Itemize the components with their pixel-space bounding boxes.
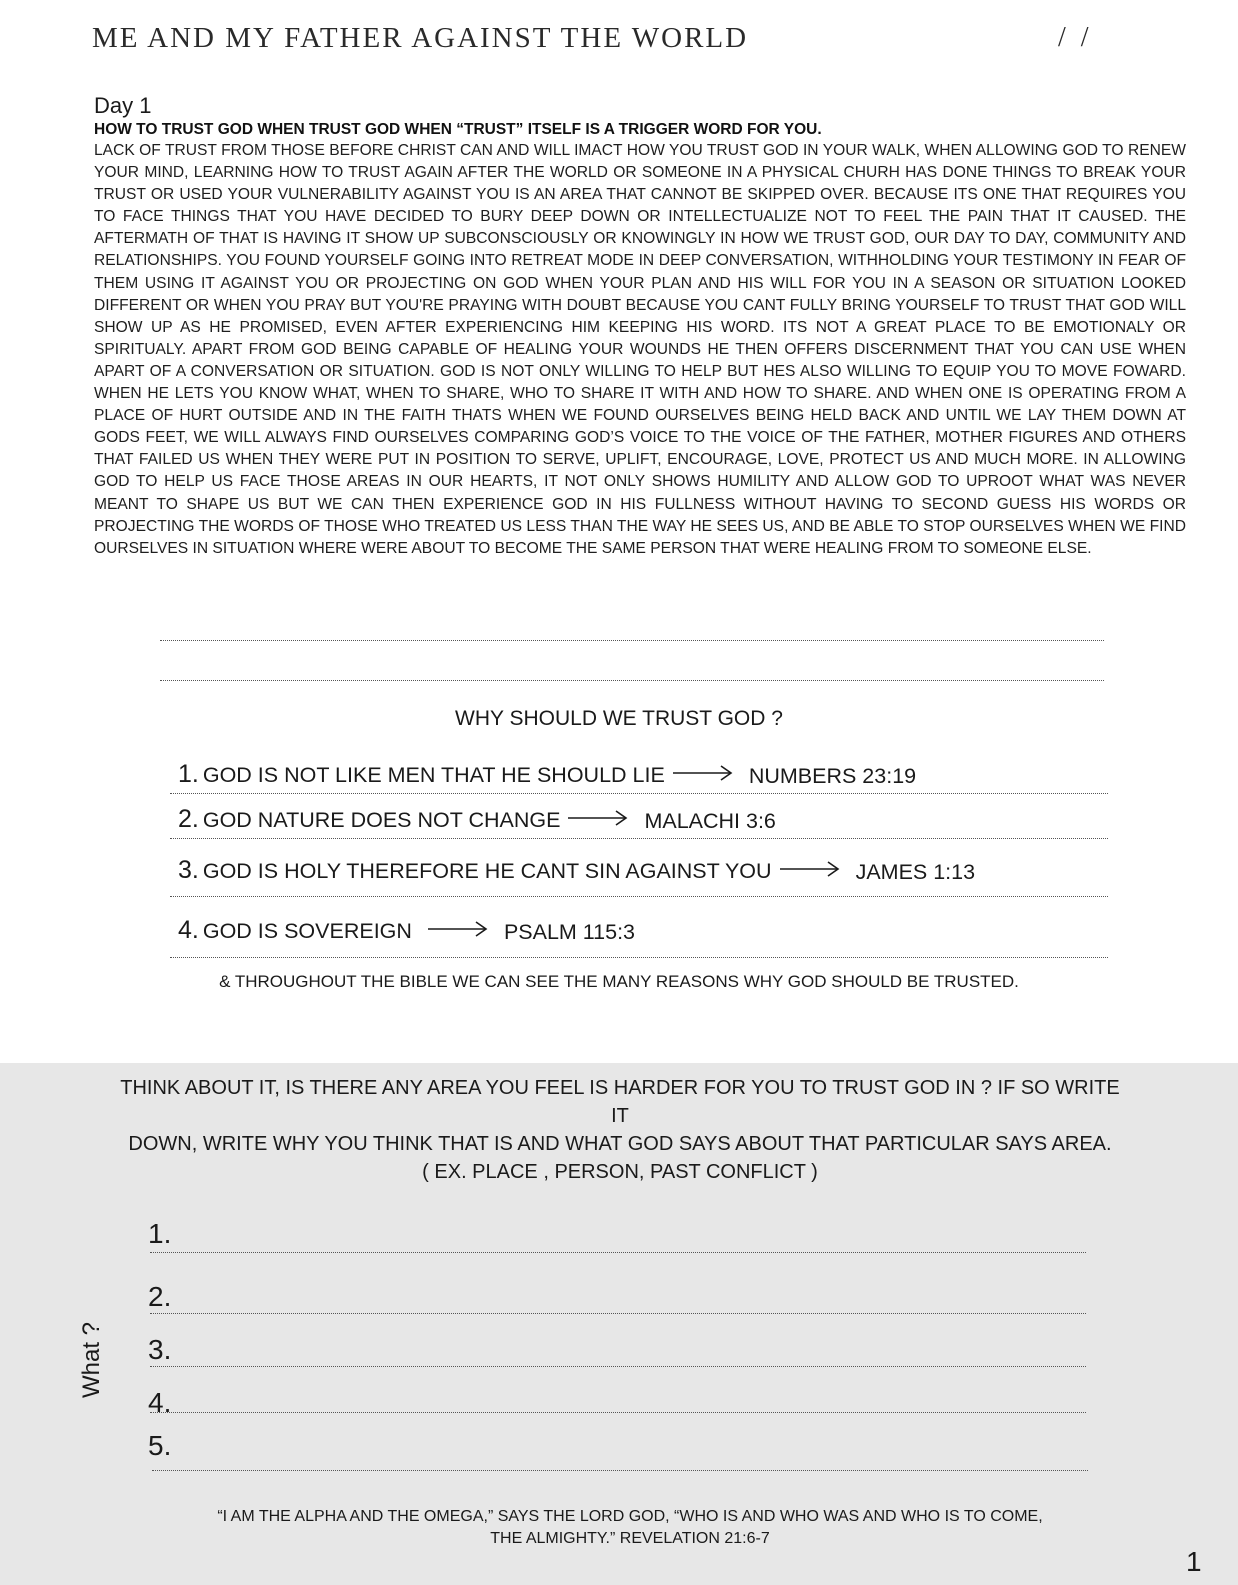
prompt-line-1: THINK ABOUT IT, IS THERE ANY AREA YOU FEEL IS HARDER FOR YOU TO TRUST GOD IN ? IF SO WRITE IT (120, 1077, 1120, 1127)
reason-item-3 (170, 858, 1108, 883)
arrow-right-icon (778, 861, 842, 881)
answer-rule-2[interactable] (150, 1313, 1086, 1314)
answer-line-3[interactable] (148, 1336, 1084, 1364)
reason-item-4 (170, 918, 1108, 943)
date-field[interactable]: / / (1058, 22, 1093, 53)
what-side-label: What ? (78, 1321, 105, 1399)
reason-line-4 (170, 957, 1108, 958)
answer-rule-4[interactable] (150, 1412, 1086, 1413)
answer-rule-3[interactable] (150, 1366, 1086, 1367)
reason-item-2 (170, 807, 1108, 832)
quote-line-2: THE ALMIGHTY.” REVELATION 21:6-7 (490, 1530, 770, 1547)
reason-number: 2. (178, 805, 199, 833)
answer-number: 3. (148, 1334, 172, 1365)
reason-reference: NUMBERS 23:19 (748, 763, 917, 788)
lesson-heading: HOW TO TRUST GOD WHEN TRUST GOD WHEN “TRUST” ITSELF IS A TRIGGER WORD FOR YOU. (94, 121, 822, 138)
answer-number: 4. (148, 1387, 172, 1418)
reason-reference: MALACHI 3:6 (644, 808, 776, 833)
reason-line-1 (170, 793, 1108, 794)
answer-line-2[interactable] (148, 1283, 1084, 1311)
answer-number: 5. (148, 1430, 172, 1461)
reason-text: GOD NATURE DOES NOT CHANGE (202, 807, 561, 832)
answer-number: 1. (148, 1218, 172, 1249)
answer-line-1[interactable] (148, 1220, 1084, 1248)
answer-rule-1[interactable] (150, 1252, 1086, 1253)
arrow-right-icon (426, 921, 490, 941)
reasons-note: & THROUGHOUT THE BIBLE WE CAN SEE THE MANY REASONS WHY GOD SHOULD BE TRUSTED. (219, 972, 1019, 991)
answer-line-5[interactable] (148, 1432, 1084, 1460)
reason-number: 4. (178, 916, 199, 944)
answer-number: 2. (148, 1281, 172, 1312)
reason-line-2 (170, 838, 1108, 839)
notes-line-2[interactable] (160, 680, 1104, 681)
scripture-quote (140, 1506, 1120, 1550)
reason-number: 3. (178, 856, 199, 884)
reflection-prompt (110, 1074, 1130, 1186)
reason-reference: JAMES 1:13 (855, 859, 976, 884)
reason-reference: PSALM 115:3 (503, 919, 636, 944)
prompt-line-3: ( EX. PLACE , PERSON, PAST CONFLICT ) (422, 1161, 818, 1183)
quote-line-1: “I AM THE ALPHA AND THE OMEGA,” SAYS THE LORD GOD, “WHO IS AND WHO WAS AND WHO IS TO COME, (217, 1508, 1043, 1525)
prompt-line-2: DOWN, WRITE WHY YOU THINK THAT IS AND WHAT GOD SAYS ABOUT THAT PARTICULAR SAYS AREA. (128, 1133, 1112, 1155)
arrow-right-icon (566, 810, 630, 830)
page-title: ME AND MY FATHER AGAINST THE WORLD (92, 22, 749, 54)
notes-line-1[interactable] (160, 640, 1104, 641)
page-number: 1 (1186, 1546, 1202, 1577)
reason-text: GOD IS SOVEREIGN (202, 918, 412, 943)
reason-item-1 (170, 762, 1108, 787)
reason-text: GOD IS HOLY THEREFORE HE CANT SIN AGAINST YOU (202, 858, 772, 883)
lesson-body: LACK OF TRUST FROM THOSE BEFORE CHRIST CAN AND WILL IMACT HOW YOU TRUST GOD IN YOUR WALK, WHEN ALLOWING GOD TO RENEW YOUR MIND, LEARNING HOW TO TRUST AGAIN AFTER THE WORLD OR SOMEONE IN A PHYSICAL CHURH HAS DONE THINGS TO BREAK YOUR TRUST OR USED YOUR VULNERABILITY AGAINST YOU IS AN AREA THAT CANNOT BE SKIPPED OVER. BECAUSE ITS ONE THAT REQUIRES YOU TO FACE THINGS THAT YOU HAVE DECIDED TO BURY DEEP DOWN OR INTELLECTUALIZE NOT TO FEEL THE PAIN THAT IT CAUSED. THE AFTERMATH OF THAT IS HAVING IT SHOW UP SUBCONSCIOUSLY OR KNOWINGLY IN HOW WE TRUST GOD, OUR DAY TO DAY, COMMUNITY AND RELATIONSHIPS. YOU FOUND YOURSELF GOING INTO RETREAT MODE IN DEEP CONVERSATION, WITHHOLDING YOUR TESTIMONY IN FEAR OF THEM USING IT AGAINST YOU OR PROJECTING ON GOD WHEN YOUR PLAN AND HIS WILL FOR YOU IN A SEASON OR SITUATION LOOKED DIFFERENT OR WHEN YOU PRAY BUT YOU'RE PRAYING WITH DOUBT BECAUSE YOU CANT FULLY BRING YOURSELF TO TRUST THAT GOD WILL SHOW UP AS HE PROMISED, EVEN AFTER EXPERIENCING HIM KEEPING HIS WORD. ITS NOT A GREAT PLACE TO BE EMOTIONALY OR SPIRITUALY. APART FROM GOD BEING CAPABLE OF HEALING YOUR WOUNDS HE THEN OFFERS DISCERNMENT THAT YOU CAN USE WHEN APART OF A CONVERSATION OR SITUATION. GOD IS NOT ONLY WILLING TO HELP BUT HES ALSO WILLING TO EQUIP YOU TO MOVE FOWARD. WHEN HE LETS YOU KNOW WHAT, WHEN TO SHARE, WHO TO SHARE IT WITH AND HOW TO SHARE. AND WHEN ONE IS OPERATING FROM A PLACE OF HURT OUTSIDE AND IN THE FAITH THATS WHEN WE FOUND OURSELVES BEING HELD BACK AND UNTIL WE LAY THEM DOWN AT GODS FEET, WE WILL ALWAYS FIND OURSELVES COMPARING GOD’S VOICE TO THE VOICE OF THE FATHER, MOTHER FIGURES AND OTHERS THAT FAILED US WHEN THEY WERE PUT IN POSITION TO SERVE, UPLIFT, ENCOURAGE, LOVE, PROTECT US AND MUCH MORE. IN ALLOWING GOD TO HELP US FACE THOSE AREAS IN OUR HEARTS, IT NOT ONLY SHOWS HUMILITY AND ALLOW GOD TO UPROOT WHAT WAS NEVER MEANT TO SHAPE US BUT WE CAN THEN EXPERIENCE GOD IN HIS FULLNESS WITHOUT HAVING TO SECOND GUESS HIS WORDS OR PROJECTING THE WORDS OF THOSE WHO TREATED US LESS THAN THE WAY HE SEES US, AND BE ABLE TO STOP OURSELVES WHEN WE FIND OURSELVES IN SITUATION WHERE WERE ABOUT TO BECOME THE SAME PERSON THAT WERE HEALING FROM TO SOMEONE ELSE. (94, 142, 1186, 557)
answer-rule-5[interactable] (152, 1470, 1088, 1471)
reason-text: GOD IS NOT LIKE MEN THAT HE SHOULD LIE (202, 762, 665, 787)
day-label: Day 1 (94, 93, 152, 118)
arrow-right-icon (671, 765, 735, 785)
reason-line-3 (170, 896, 1108, 897)
why-heading: WHY SHOULD WE TRUST GOD ? (455, 707, 783, 730)
reason-number: 1. (178, 760, 199, 788)
